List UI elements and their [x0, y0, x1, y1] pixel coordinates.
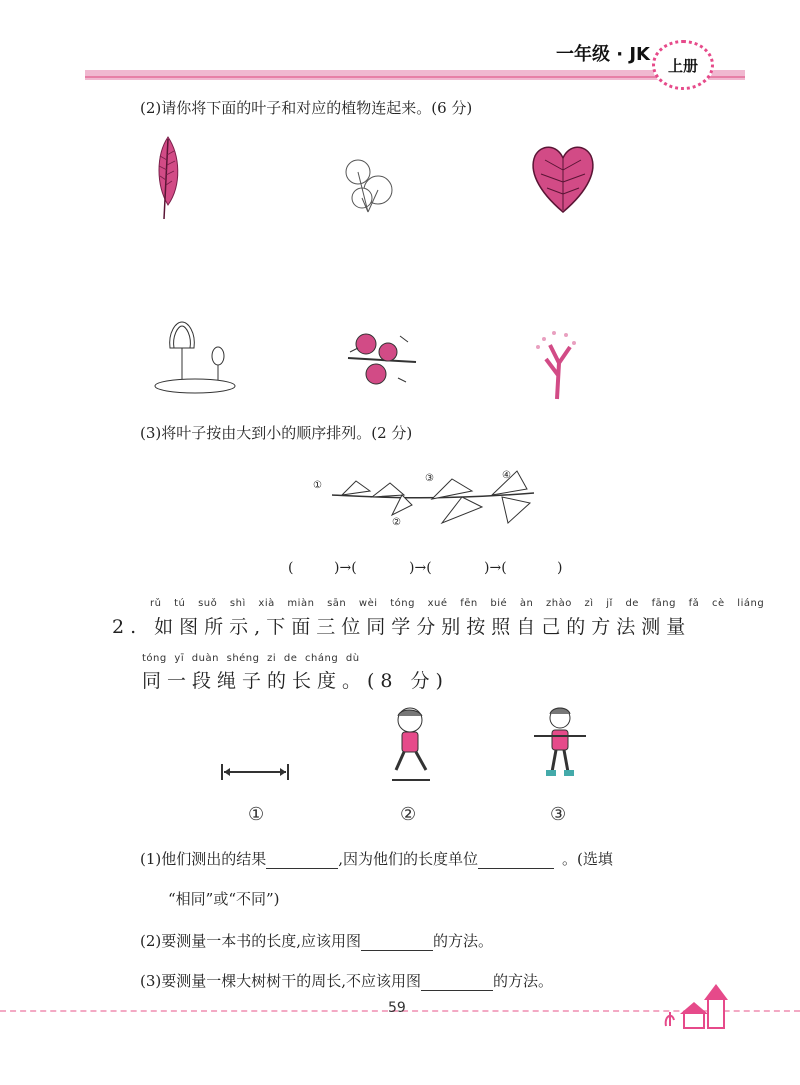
sub-2-text-b: 的方法。 [433, 932, 494, 950]
question-2-3-text: (3)将叶子按由大到小的顺序排列。(2 分) [140, 424, 413, 442]
order-arrow-3: )→( [484, 560, 507, 576]
sub-3-text-a: (3)要测量一棵大树树干的周长,不应该用图 [140, 972, 422, 990]
round-leaf-icon[interactable] [340, 150, 400, 220]
tree-icon[interactable] [532, 325, 582, 400]
answer-blank-unit[interactable] [478, 852, 554, 869]
header-title: 一年级 · JK [555, 44, 650, 65]
question-2-line-2: 同一段绳子的长度。(8 分) [142, 670, 449, 692]
figure-label-2: ② [400, 804, 417, 825]
sub-1-text-c: 。(选填 [562, 850, 613, 868]
figure-label-1: ① [248, 804, 265, 825]
sub-question-3 [140, 970, 553, 991]
question-2-2-text: (2)请你将下面的叶子和对应的植物连起来。(6 分) [140, 99, 473, 117]
leaf-label-2: ② [392, 517, 401, 528]
question-2-line-1: 2. 如图所示,下面三位同学分别按照自己的方法测量 [112, 616, 692, 638]
sub-1-text-b: ,因为他们的长度单位 [338, 850, 479, 868]
leaf-label-4: ④ [502, 470, 511, 481]
flowering-branch-icon[interactable] [340, 322, 420, 388]
pinyin-line-1: rǔ tú suǒ shì xià miàn sān wèi tóng xué fēn bié àn zhào zì jǐ de fāng fǎ cè liáng [150, 598, 765, 609]
volume-badge: 上册 [652, 40, 714, 90]
sub-question-2 [140, 930, 493, 951]
answer-blank-result[interactable] [266, 852, 338, 869]
house-decoration-icon [660, 982, 740, 1036]
footstep-measure-figure[interactable] [388, 706, 436, 786]
leaf-label-1: ① [313, 480, 322, 491]
ruler-measure-figure[interactable] [218, 760, 292, 784]
order-paren-close: ) [557, 560, 563, 576]
order-arrow-2: )→( [409, 560, 432, 576]
sub-1-options: “相同”或“不同”) [168, 890, 280, 908]
narrow-leaf-icon[interactable] [150, 135, 186, 221]
sub-question-1 [140, 848, 613, 869]
leaf-label-3: ③ [425, 473, 434, 484]
armspan-measure-figure[interactable] [532, 706, 588, 786]
page-number: 59 [388, 1000, 406, 1016]
order-paren-open: ( [288, 560, 294, 576]
order-arrow-1: )→( [334, 560, 357, 576]
sub-3-text-b: 的方法。 [493, 972, 554, 990]
sub-1-text-a: (1)他们测出的结果 [140, 850, 267, 868]
answer-blank-book[interactable] [361, 934, 433, 951]
sub-2-text-a: (2)要测量一本书的长度,应该用图 [140, 932, 362, 950]
pinyin-line-2: tóng yī duàn shéng zi de cháng dù [142, 653, 360, 664]
answer-blank-tree[interactable] [421, 974, 493, 991]
header-bar [85, 70, 745, 80]
lotus-plant-icon[interactable] [150, 318, 240, 396]
heart-leaf-icon[interactable] [527, 140, 599, 216]
header-bar-line [85, 76, 745, 78]
figure-label-3: ③ [550, 804, 567, 825]
